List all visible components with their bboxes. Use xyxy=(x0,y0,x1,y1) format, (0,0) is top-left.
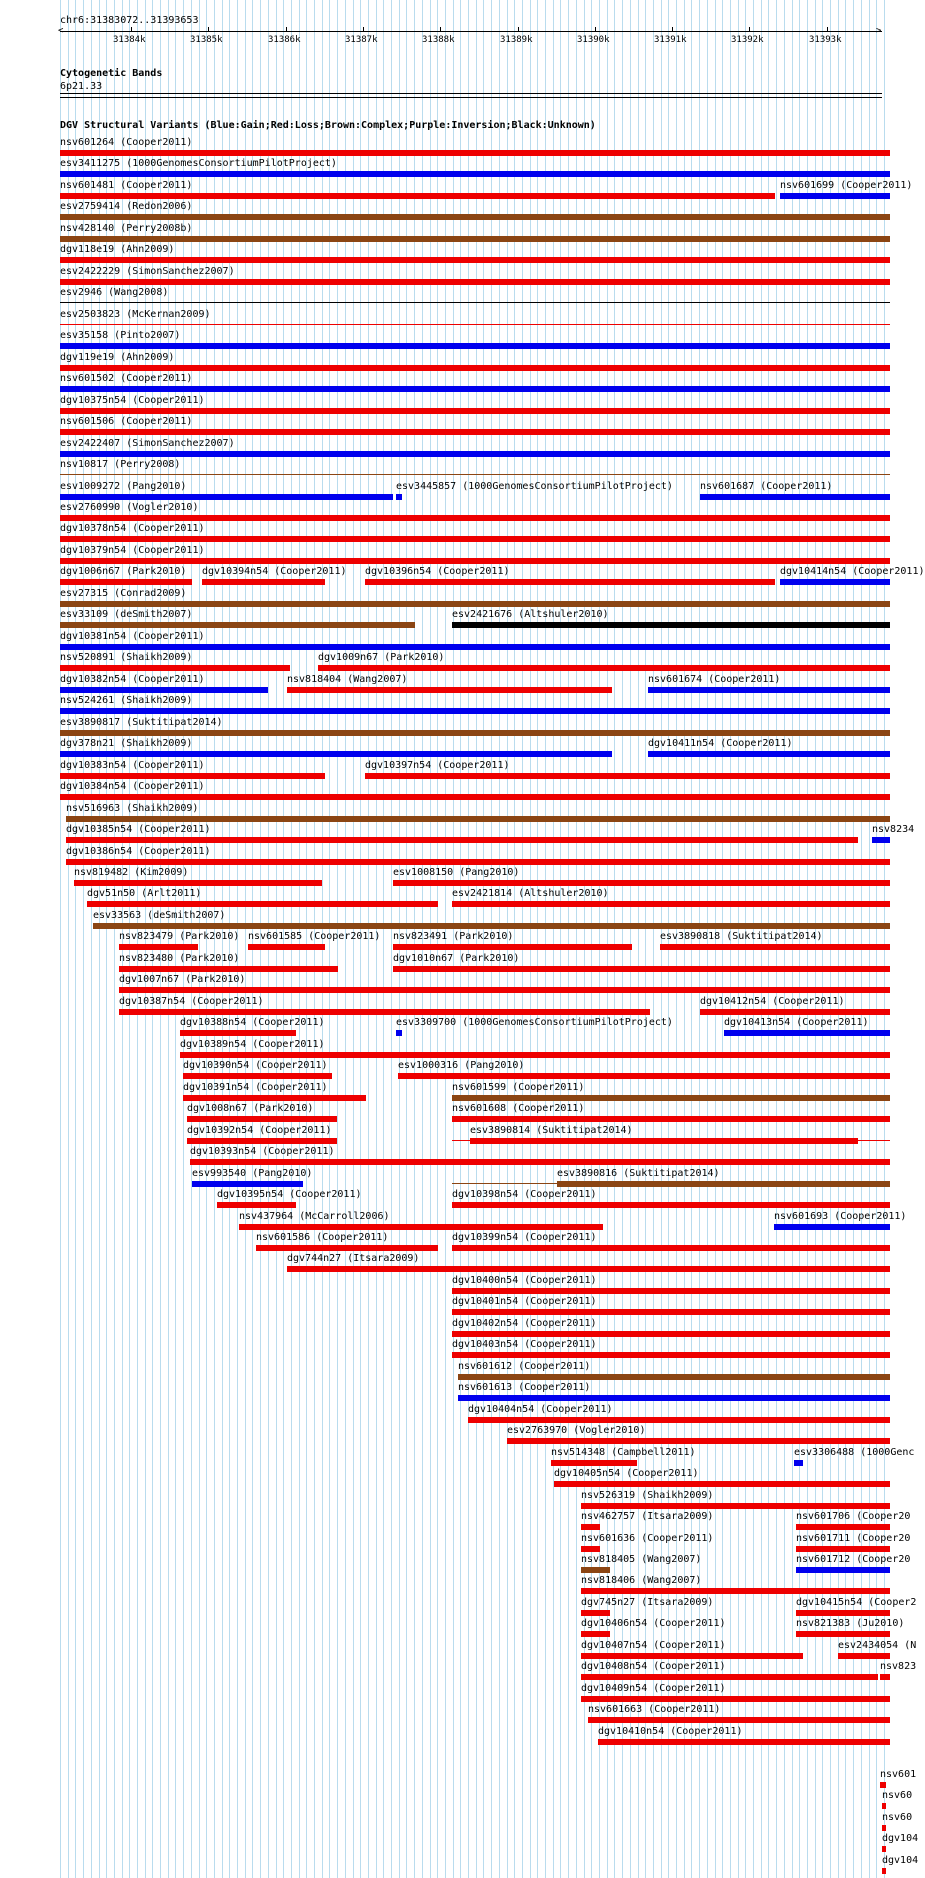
variant-label[interactable]: esv3309700 (1000GenomesConsortiumPilotProject) xyxy=(396,1017,673,1028)
variant-bar[interactable] xyxy=(119,966,338,972)
variant-bar[interactable] xyxy=(60,279,890,285)
variant-bar[interactable] xyxy=(468,1417,890,1423)
variant-bar[interactable] xyxy=(60,687,268,693)
variant-label[interactable]: dgv10415n54 (Cooper2 xyxy=(796,1597,917,1608)
variant-label[interactable]: dgv10385n54 (Cooper2011) xyxy=(66,824,211,835)
variant-label[interactable]: dgv10382n54 (Cooper2011) xyxy=(60,674,205,685)
variant-bar[interactable] xyxy=(796,1524,890,1530)
variant-bar[interactable] xyxy=(452,901,890,907)
variant-bar[interactable] xyxy=(796,1546,890,1552)
variant-bar[interactable] xyxy=(187,1138,337,1144)
variant-bar[interactable] xyxy=(66,859,890,865)
ruler-tick-label: 31385k xyxy=(190,35,223,45)
variant-bar[interactable] xyxy=(470,1138,858,1144)
variant-label[interactable]: dgv10399n54 (Cooper2011) xyxy=(452,1232,597,1243)
variant-bar[interactable] xyxy=(396,1030,402,1036)
variant-label[interactable]: nsv601699 (Cooper2011) xyxy=(780,180,913,191)
ruler-tick-mark xyxy=(749,27,750,32)
variant-label[interactable]: nsv601264 (Cooper2011) xyxy=(60,137,193,148)
variant-bar[interactable] xyxy=(700,494,890,500)
ruler-tick-mark xyxy=(595,27,596,32)
ruler-tick-label: 31387k xyxy=(345,35,378,45)
variant-label[interactable]: dgv10410n54 (Cooper2011) xyxy=(598,1726,743,1737)
cytoband-track-title: Cytogenetic Bands xyxy=(60,68,163,79)
variant-label[interactable]: nsv516963 (Shaikh2009) xyxy=(66,803,199,814)
variant-bar[interactable] xyxy=(458,1395,890,1401)
variant-label[interactable]: dgv378n21 (Shaikh2009) xyxy=(60,738,193,749)
variant-label[interactable]: dgv10406n54 (Cooper2011) xyxy=(581,1618,726,1629)
ruler-tick-mark xyxy=(518,27,519,32)
ruler-tick-label: 31384k xyxy=(113,35,146,45)
variant-bar[interactable] xyxy=(648,751,890,757)
variant-bar[interactable] xyxy=(452,1352,890,1358)
variant-label[interactable]: dgv10407n54 (Cooper2011) xyxy=(581,1640,726,1651)
variant-label[interactable]: dgv10390n54 (Cooper2011) xyxy=(183,1060,328,1071)
variant-bar[interactable] xyxy=(60,773,325,779)
variant-label[interactable]: dgv10400n54 (Cooper2011) xyxy=(452,1275,597,1286)
variant-label[interactable]: dgv10409n54 (Cooper2011) xyxy=(581,1683,726,1694)
variant-label[interactable]: dgv119e19 (Ahn2009) xyxy=(60,352,175,363)
variant-label[interactable]: esv35158 (Pinto2007) xyxy=(60,330,181,341)
variant-label[interactable]: dgv118e19 (Ahn2009) xyxy=(60,244,175,255)
variant-bar[interactable] xyxy=(700,1009,890,1015)
variant-label[interactable]: esv2422407 (SimonSanchez2007) xyxy=(60,438,235,449)
variant-bar[interactable] xyxy=(880,1782,886,1788)
variant-bar[interactable] xyxy=(796,1567,890,1573)
variant-label[interactable]: dgv1006n67 (Park2010) xyxy=(60,566,187,577)
variant-label[interactable]: esv2434054 (N xyxy=(838,1640,917,1651)
variant-label[interactable]: nsv601502 (Cooper2011) xyxy=(60,373,193,384)
variant-label[interactable]: nsv823479 (Park2010) xyxy=(119,931,240,942)
variant-label[interactable]: dgv104 xyxy=(882,1855,919,1866)
variant-bar[interactable] xyxy=(248,944,325,950)
variant-bar[interactable] xyxy=(239,1224,603,1230)
variant-label[interactable]: dgv10394n54 (Cooper2011) xyxy=(202,566,347,577)
ruler-right-arrow: > xyxy=(876,26,882,36)
variant-bar[interactable] xyxy=(872,837,890,843)
variant-label[interactable]: nsv823 xyxy=(880,1661,917,1672)
ruler-tick-mark xyxy=(208,27,209,32)
variant-label[interactable]: esv1009272 (Pang2010) xyxy=(60,481,187,492)
variant-bar[interactable] xyxy=(192,1181,303,1187)
ruler-tick-mark xyxy=(672,27,673,32)
variant-bar[interactable] xyxy=(452,1245,890,1251)
variant-bar[interactable] xyxy=(452,1095,890,1101)
variant-bar[interactable] xyxy=(660,944,890,950)
variant-bar[interactable] xyxy=(60,193,775,199)
variant-label[interactable]: nsv526319 (Shaikh2009) xyxy=(581,1490,714,1501)
variant-bar[interactable] xyxy=(180,1030,296,1036)
variant-bar[interactable] xyxy=(60,751,612,757)
variant-label[interactable]: dgv1007n67 (Park2010) xyxy=(119,974,246,985)
variant-label[interactable]: nsv462757 (Itsara2009) xyxy=(581,1511,714,1522)
variant-bar[interactable] xyxy=(74,880,322,886)
variant-bar[interactable] xyxy=(60,515,890,521)
variant-bar[interactable] xyxy=(60,730,890,736)
variant-label[interactable]: esv3890814 (Suktitipat2014) xyxy=(470,1125,633,1136)
variant-bar[interactable] xyxy=(882,1846,886,1852)
variant-bar[interactable] xyxy=(190,1159,890,1165)
variant-label[interactable]: nsv601612 (Cooper2011) xyxy=(458,1361,591,1372)
variant-label[interactable]: dgv10378n54 (Cooper2011) xyxy=(60,523,205,534)
variant-label[interactable]: nsv601712 (Cooper20 xyxy=(796,1554,911,1565)
variant-bar[interactable] xyxy=(581,1674,878,1680)
variant-bar[interactable] xyxy=(60,494,393,500)
variant-bar[interactable] xyxy=(452,1116,890,1122)
variant-label[interactable]: dgv10398n54 (Cooper2011) xyxy=(452,1189,597,1200)
variant-label[interactable]: dgv10411n54 (Cooper2011) xyxy=(648,738,793,749)
variant-bar[interactable] xyxy=(724,1030,890,1036)
variant-bar[interactable] xyxy=(318,665,890,671)
variant-label[interactable]: dgv10395n54 (Cooper2011) xyxy=(217,1189,362,1200)
variant-bar[interactable] xyxy=(774,1224,890,1230)
ruler-tick-label: 31390k xyxy=(577,35,610,45)
cytoband-label: 6p21.33 xyxy=(60,81,103,92)
variant-bar[interactable] xyxy=(882,1868,886,1874)
variant-bar[interactable] xyxy=(287,687,612,693)
ruler-tick-label: 31386k xyxy=(268,35,301,45)
variant-label[interactable]: dgv104 xyxy=(882,1833,919,1844)
variant-bar[interactable] xyxy=(458,1374,890,1380)
variant-bar[interactable] xyxy=(452,1331,890,1337)
variant-label[interactable]: dgv10381n54 (Cooper2011) xyxy=(60,631,205,642)
variant-bar[interactable] xyxy=(183,1095,366,1101)
variant-bar[interactable] xyxy=(393,880,890,886)
variant-label[interactable]: dgv10379n54 (Cooper2011) xyxy=(60,545,205,556)
variant-bar[interactable] xyxy=(180,1052,890,1058)
variant-bar[interactable] xyxy=(66,837,858,843)
variant-bar[interactable] xyxy=(60,794,890,800)
cytoband-line-bottom xyxy=(60,97,882,98)
variant-label[interactable]: esv1000316 (Pang2010) xyxy=(398,1060,525,1071)
variant-label[interactable]: nsv601506 (Cooper2011) xyxy=(60,416,193,427)
variant-label[interactable]: esv2421676 (Altshuler2010) xyxy=(452,609,609,620)
variant-bar[interactable] xyxy=(581,1631,610,1637)
variant-bar[interactable] xyxy=(452,1202,890,1208)
ruler-left-arrow: < xyxy=(58,26,64,36)
variant-label[interactable]: dgv10397n54 (Cooper2011) xyxy=(365,760,510,771)
variant-bar[interactable] xyxy=(119,987,890,993)
variant-bar[interactable] xyxy=(60,601,890,607)
variant-label[interactable]: dgv10393n54 (Cooper2011) xyxy=(190,1146,335,1157)
variant-label[interactable]: dgv10402n54 (Cooper2011) xyxy=(452,1318,597,1329)
variant-label[interactable]: nsv601 xyxy=(880,1769,917,1780)
variant-label[interactable]: dgv10405n54 (Cooper2011) xyxy=(554,1468,699,1479)
variant-label[interactable]: dgv10389n54 (Cooper2011) xyxy=(180,1039,325,1050)
variant-label[interactable]: nsv601674 (Cooper2011) xyxy=(648,674,781,685)
variant-label[interactable]: esv993540 (Pang2010) xyxy=(192,1168,313,1179)
variant-bar[interactable] xyxy=(60,365,890,371)
variant-label[interactable]: esv27315 (Conrad2009) xyxy=(60,588,187,599)
variant-bar[interactable] xyxy=(93,923,890,929)
variant-bar[interactable] xyxy=(581,1546,600,1552)
variant-bar[interactable] xyxy=(60,408,890,414)
variant-bar[interactable] xyxy=(202,579,325,585)
variant-bar[interactable] xyxy=(60,644,890,650)
variant-bar[interactable] xyxy=(581,1567,610,1573)
variant-label[interactable]: esv2421814 (Altshuler2010) xyxy=(452,888,609,899)
variant-label[interactable]: dgv10388n54 (Cooper2011) xyxy=(180,1017,325,1028)
variant-label[interactable]: dgv10392n54 (Cooper2011) xyxy=(187,1125,332,1136)
variant-label[interactable]: dgv10408n54 (Cooper2011) xyxy=(581,1661,726,1672)
variant-bar[interactable] xyxy=(66,816,890,822)
dgv-track-title: DGV Structural Variants (Blue:Gain;Red:Loss;Brown:Complex;Purple:Inversion;Black:Unknown) xyxy=(60,120,596,131)
variant-bar[interactable] xyxy=(588,1717,890,1723)
variant-label[interactable]: esv3890816 (Suktitipat2014) xyxy=(557,1168,720,1179)
variant-label[interactable]: esv3890818 (Suktitipat2014) xyxy=(660,931,823,942)
variant-bar[interactable] xyxy=(60,622,415,628)
variant-label[interactable]: esv1008150 (Pang2010) xyxy=(393,867,520,878)
variant-label[interactable]: esv2422229 (SimonSanchez2007) xyxy=(60,266,235,277)
variant-label[interactable]: esv33563 (deSmith2007) xyxy=(93,910,226,921)
variant-bar[interactable] xyxy=(882,1803,886,1809)
variant-label[interactable]: nsv821383 (Ju2010) xyxy=(796,1618,905,1629)
variant-label[interactable]: dgv51n50 (Arlt2011) xyxy=(87,888,202,899)
variant-label[interactable]: dgv744n27 (Itsara2009) xyxy=(287,1253,420,1264)
variant-label[interactable]: dgv10396n54 (Cooper2011) xyxy=(365,566,510,577)
variant-label[interactable]: esv2946 (Wang2008) xyxy=(60,287,169,298)
variant-bar[interactable] xyxy=(256,1245,438,1251)
variant-bar[interactable] xyxy=(60,451,890,457)
variant-label[interactable]: nsv60 xyxy=(882,1790,913,1801)
variant-bar[interactable] xyxy=(119,1009,650,1015)
variant-bar[interactable] xyxy=(838,1653,890,1659)
variant-label[interactable]: esv33109 (deSmith2007) xyxy=(60,609,193,620)
ruler-position: chr6:31383072..31393653 xyxy=(60,15,199,26)
variant-bar[interactable] xyxy=(581,1653,803,1659)
variant-bar[interactable] xyxy=(581,1503,890,1509)
variant-bar[interactable] xyxy=(581,1588,890,1594)
variant-label[interactable]: nsv818406 (Wang2007) xyxy=(581,1575,702,1586)
variant-bar[interactable] xyxy=(452,622,890,628)
variant-label[interactable]: dgv10375n54 (Cooper2011) xyxy=(60,395,205,406)
variant-label[interactable]: dgv1010n67 (Park2010) xyxy=(393,953,520,964)
variant-label[interactable]: nsv601586 (Cooper2011) xyxy=(256,1232,389,1243)
variant-label[interactable]: nsv8234 xyxy=(872,824,915,835)
ruler-tick-label: 31393k xyxy=(809,35,842,45)
variant-bar[interactable] xyxy=(187,1116,337,1122)
variant-connector xyxy=(858,1140,890,1141)
variant-bar[interactable] xyxy=(452,1309,890,1315)
ruler-tick-mark xyxy=(131,27,132,32)
variant-bar[interactable] xyxy=(398,1073,890,1079)
variant-bar[interactable] xyxy=(60,150,890,156)
variant-bar[interactable] xyxy=(796,1631,890,1637)
ruler-tick-label: 31391k xyxy=(654,35,687,45)
variant-label[interactable]: esv3445857 (1000GenomesConsortiumPilotProject) xyxy=(396,481,673,492)
variant-bar[interactable] xyxy=(794,1460,803,1466)
variant-bar[interactable] xyxy=(60,665,290,671)
variant-label[interactable]: dgv1009n67 (Park2010) xyxy=(318,652,445,663)
variant-bar[interactable] xyxy=(87,901,438,907)
ruler-axis-line xyxy=(60,31,882,32)
variant-label[interactable]: nsv823491 (Park2010) xyxy=(393,931,514,942)
variant-label[interactable]: nsv601608 (Cooper2011) xyxy=(452,1103,585,1114)
variant-label[interactable]: esv2763970 (Vogler2010) xyxy=(507,1425,646,1436)
variant-bar[interactable] xyxy=(557,1181,890,1187)
variant-label[interactable]: nsv601687 (Cooper2011) xyxy=(700,481,833,492)
variant-bar[interactable] xyxy=(880,1674,890,1680)
variant-bar[interactable] xyxy=(60,257,890,263)
variant-bar[interactable] xyxy=(581,1610,610,1616)
variant-bar[interactable] xyxy=(780,579,890,585)
variant-bar[interactable] xyxy=(60,214,890,220)
variant-bar[interactable] xyxy=(217,1202,296,1208)
variant-bar[interactable] xyxy=(60,236,890,242)
variant-label[interactable]: nsv428140 (Perry2008b) xyxy=(60,223,193,234)
variant-bar[interactable] xyxy=(507,1438,890,1444)
variant-bar[interactable] xyxy=(796,1610,890,1616)
variant-label[interactable]: dgv10387n54 (Cooper2011) xyxy=(119,996,264,1007)
variant-label[interactable]: nsv823480 (Park2010) xyxy=(119,953,240,964)
variant-label[interactable]: esv3411275 (1000GenomesConsortiumPilotProject) xyxy=(60,158,337,169)
variant-label[interactable]: nsv818405 (Wang2007) xyxy=(581,1554,702,1565)
variant-bar[interactable] xyxy=(551,1460,637,1466)
variant-bar[interactable] xyxy=(60,579,192,585)
variant-label[interactable]: dgv10413n54 (Cooper2011) xyxy=(724,1017,869,1028)
variant-label[interactable]: dgv10412n54 (Cooper2011) xyxy=(700,996,845,1007)
variant-label[interactable]: esv2503823 (McKernan2009) xyxy=(60,309,211,320)
variant-bar[interactable] xyxy=(452,1288,890,1294)
variant-label[interactable]: nsv601711 (Cooper20 xyxy=(796,1533,911,1544)
ruler-tick-label: 31388k xyxy=(422,35,455,45)
variant-bar[interactable] xyxy=(581,1696,890,1702)
variant-bar[interactable] xyxy=(396,494,402,500)
variant-bar[interactable] xyxy=(60,343,890,349)
variant-bar[interactable] xyxy=(60,536,890,542)
variant-label[interactable]: nsv601585 (Cooper2011) xyxy=(248,931,381,942)
variant-bar[interactable] xyxy=(365,579,775,585)
variant-label[interactable]: nsv10817 (Perry2008) xyxy=(60,459,181,470)
variant-bar[interactable] xyxy=(183,1073,332,1079)
variant-bar[interactable] xyxy=(60,386,890,392)
variant-label[interactable]: dgv10383n54 (Cooper2011) xyxy=(60,760,205,771)
variant-connector xyxy=(452,1183,557,1184)
variant-bar[interactable] xyxy=(60,302,890,303)
ruler-tick-mark xyxy=(827,27,828,32)
variant-label[interactable]: nsv601693 (Cooper2011) xyxy=(774,1211,907,1222)
variant-label[interactable]: dgv10386n54 (Cooper2011) xyxy=(66,846,211,857)
variant-label[interactable]: nsv514348 (Campbell2011) xyxy=(551,1447,696,1458)
variant-connector xyxy=(452,1140,470,1141)
variant-bar[interactable] xyxy=(554,1481,890,1487)
variant-label[interactable]: dgv1008n67 (Park2010) xyxy=(187,1103,314,1114)
variant-label[interactable]: nsv819482 (Kim2009) xyxy=(74,867,189,878)
variant-label[interactable]: nsv601481 (Cooper2011) xyxy=(60,180,193,191)
ruler-tick-mark xyxy=(363,27,364,32)
ruler-tick-label: 31392k xyxy=(731,35,764,45)
variant-label[interactable]: esv3306488 (1000Genc xyxy=(794,1447,915,1458)
variant-bar[interactable] xyxy=(60,429,890,435)
variant-label[interactable]: esv2759414 (Redon2006) xyxy=(60,201,193,212)
variant-bar[interactable] xyxy=(60,474,890,475)
variant-bar[interactable] xyxy=(60,558,890,564)
variant-label[interactable]: nsv520891 (Shaikh2009) xyxy=(60,652,193,663)
variant-label[interactable]: nsv818404 (Wang2007) xyxy=(287,674,408,685)
variant-bar[interactable] xyxy=(393,944,632,950)
variant-bar[interactable] xyxy=(60,324,890,325)
variant-label[interactable]: nsv601599 (Cooper2011) xyxy=(452,1082,585,1093)
ruler-tick-mark xyxy=(440,27,441,32)
variant-bar[interactable] xyxy=(287,1266,890,1272)
variant-label[interactable]: esv3890817 (Suktitipat2014) xyxy=(60,717,223,728)
variant-label[interactable]: dgv10391n54 (Cooper2011) xyxy=(183,1082,328,1093)
variant-label[interactable]: nsv60 xyxy=(882,1812,913,1823)
variant-label[interactable]: dgv10384n54 (Cooper2011) xyxy=(60,781,205,792)
variant-bar[interactable] xyxy=(60,708,890,714)
variant-bar[interactable] xyxy=(648,687,890,693)
variant-label[interactable]: nsv601636 (Cooper2011) xyxy=(581,1533,714,1544)
variant-bar[interactable] xyxy=(393,966,890,972)
variant-label[interactable]: dgv10404n54 (Cooper2011) xyxy=(468,1404,613,1415)
variant-label[interactable]: esv2760990 (Vogler2010) xyxy=(60,502,199,513)
variant-label[interactable]: dgv745n27 (Itsara2009) xyxy=(581,1597,714,1608)
variant-label[interactable]: dgv10401n54 (Cooper2011) xyxy=(452,1296,597,1307)
variant-bar[interactable] xyxy=(60,171,890,177)
variant-label[interactable]: nsv524261 (Shaikh2009) xyxy=(60,695,193,706)
variant-bar[interactable] xyxy=(882,1825,886,1831)
cytoband-line-top xyxy=(60,93,882,94)
variant-label[interactable]: nsv601613 (Cooper2011) xyxy=(458,1382,591,1393)
variant-bar[interactable] xyxy=(780,193,890,199)
ruler-tick-mark xyxy=(286,27,287,32)
variant-label[interactable]: dgv10403n54 (Cooper2011) xyxy=(452,1339,597,1350)
variant-label[interactable]: nsv601706 (Cooper20 xyxy=(796,1511,911,1522)
variant-bar[interactable] xyxy=(365,773,890,779)
variant-label[interactable]: dgv10414n54 (Cooper2011) xyxy=(780,566,925,577)
ruler-tick-label: 31389k xyxy=(500,35,533,45)
variant-bar[interactable] xyxy=(598,1739,890,1745)
variant-label[interactable]: nsv601663 (Cooper2011) xyxy=(588,1704,721,1715)
variant-label[interactable]: nsv437964 (McCarroll2006) xyxy=(239,1211,390,1222)
variant-bar[interactable] xyxy=(581,1524,600,1530)
variant-bar[interactable] xyxy=(119,944,198,950)
